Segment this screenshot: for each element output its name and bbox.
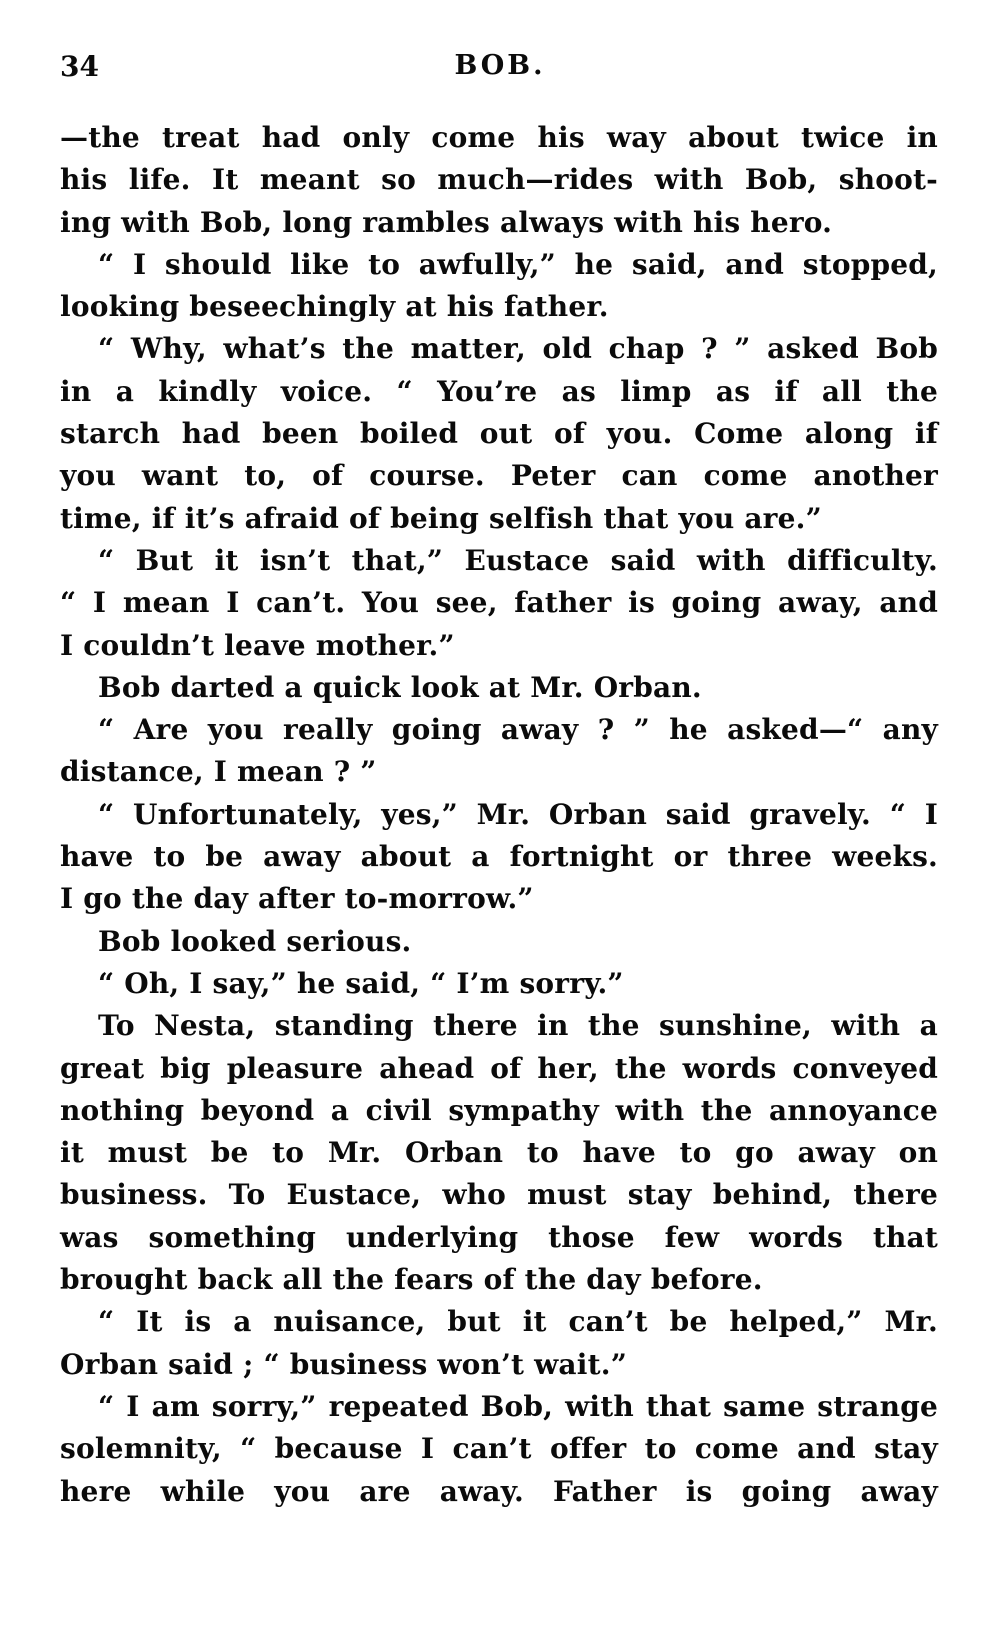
text-line: I go the day after to-morrow.” — [60, 882, 534, 916]
paragraph — [60, 328, 938, 539]
text-line: looking beseechingly at his father. — [60, 290, 609, 324]
paragraph — [60, 1301, 938, 1386]
text-line: his life. It meant so much—rides with Bob, shoot- — [60, 163, 938, 197]
text-line: you want to, of course. Peter can come another — [60, 459, 938, 493]
text-line: Bob looked serious. — [98, 924, 412, 958]
paragraph — [60, 1386, 938, 1513]
text-line: To Nesta, standing there in the sunshine, with a — [98, 1009, 938, 1043]
running-title: BOB. — [454, 50, 546, 81]
text-line: brought back all the fears of the day before. — [60, 1263, 763, 1297]
text-line: distance, I mean ? ” — [60, 755, 377, 789]
paragraph — [60, 244, 938, 329]
text-line: “ I mean I can’t. You see, father is going away, and — [60, 586, 938, 620]
text-line: great big pleasure ahead of her, the words conveyed — [60, 1051, 938, 1085]
text-line: I couldn’t leave mother.” — [60, 628, 455, 662]
paragraph — [60, 963, 938, 1005]
paragraph — [60, 921, 938, 963]
text-line: Bob darted a quick look at Mr. Orban. — [98, 670, 702, 704]
text-line: “ Why, what’s the matter, old chap ? ” asked Bob — [98, 332, 938, 366]
text-line: have to be away about a fortnight or three weeks. — [60, 840, 938, 874]
text-line: “ I should like to awfully,” he said, and stopped, — [98, 247, 938, 281]
text-line: nothing beyond a civil sympathy with the annoyance — [60, 1093, 938, 1127]
paragraph — [60, 117, 938, 244]
text-line: in a kindly voice. “ You’re as limp as if all the — [60, 374, 938, 408]
paragraph — [60, 794, 938, 921]
text-line: “ It is a nuisance, but it can’t be helped,” Mr. — [98, 1305, 938, 1339]
text-line: time, if it’s afraid of being selfish that you are.” — [60, 501, 822, 535]
text-line: —the treat had only come his way about twice in — [60, 121, 938, 154]
paragraph — [60, 667, 938, 709]
text-line: it must be to Mr. Orban to have to go away on — [60, 1136, 938, 1170]
text-line: solemnity, “ because I can’t offer to come and stay — [60, 1432, 938, 1466]
paragraph — [60, 540, 938, 667]
page-header — [60, 50, 940, 90]
text-line: starch had been boiled out of you. Come along if — [60, 417, 938, 451]
text-line: business. To Eustace, who must stay behind, there — [60, 1178, 938, 1212]
page-body — [60, 117, 938, 1513]
text-line: “ I am sorry,” repeated Bob, with that same strange — [98, 1389, 938, 1423]
text-line: Orban said ; “ business won’t wait.” — [60, 1347, 627, 1381]
paragraph — [60, 1005, 938, 1301]
text-line: “ Oh, I say,” he said, “ I’m sorry.” — [98, 966, 624, 1000]
text-line: “ Are you really going away ? ” he asked—“ any — [98, 713, 938, 747]
text-line: was something underlying those few words that — [60, 1220, 938, 1254]
page-number: 34 — [60, 50, 99, 83]
text-line: here while you are away. Father is going away — [60, 1474, 938, 1508]
text-line: “ But it isn’t that,” Eustace said with difficulty. — [98, 543, 938, 577]
text-line: “ Unfortunately, yes,” Mr. Orban said gravely. “ I — [98, 797, 938, 831]
text-line: ing with Bob, long rambles always with his hero. — [60, 205, 833, 239]
paragraph — [60, 709, 938, 794]
